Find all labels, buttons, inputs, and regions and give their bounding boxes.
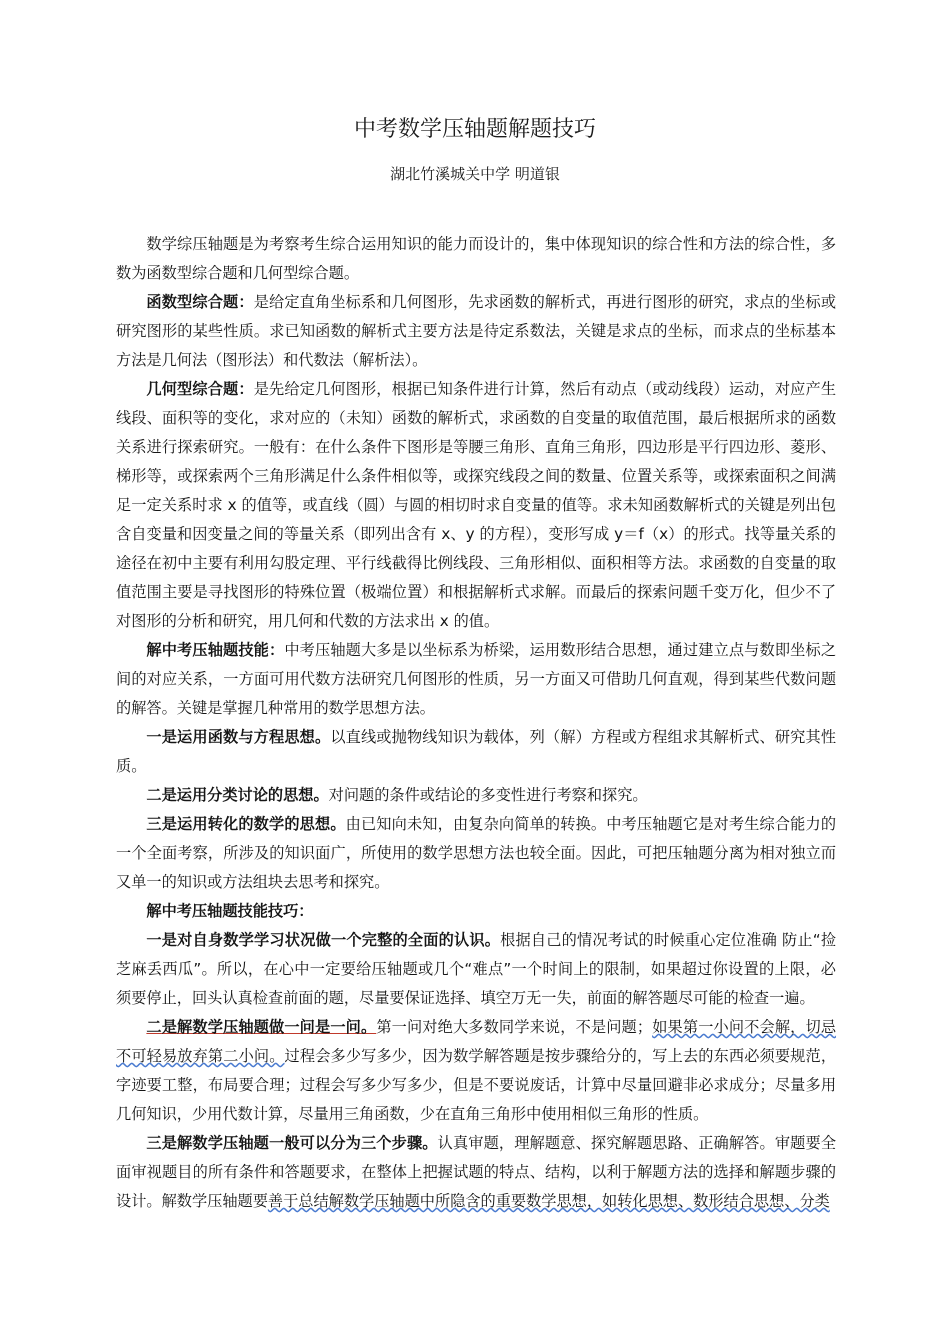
paragraph-tips-heading [116, 897, 836, 926]
paragraph-text: 数学综压轴题是为考察考生综合运用知识的能力而设计的，集中体现知识的综合性和方法的综合性，多数为函数型综合题和几何型综合题。 [116, 235, 836, 282]
paragraph-intro [116, 230, 836, 288]
paragraph-tip-one [116, 926, 836, 1013]
paragraph-heading: 三是运用转化的数学的思想。 [146, 815, 346, 833]
paragraph-text: 以直线或抛物线知识为载体，列（解）方程或方程组求其解析式、研究其性质。 [116, 728, 837, 775]
paragraph-heading: 二是解数学压轴题做一问是一问。 [146, 1018, 377, 1036]
document-body [116, 230, 836, 1216]
paragraph-text: 过程会多少写多少，因为数学解答题是按步骤给分的，写上去的东西必须要规范，字迹要工整，布局要合理；过程会写多少写多少，但是不要说废话，计算中尽量回避非必求成分；尽量多用几何知识，少用代数计算，尽量用三角函数，少在直角三角形中使用相似三角形的性质。 [116, 1047, 837, 1123]
paragraph-text: 是先给定几何图形，根据已知条件进行计算，然后有动点（或动线段）运动，对应产生线段、面积等的变化，求对应的（未知）函数的解析式，求函数的自变量的取值范围，最后根据所求的函数关系进行探索研究。一般有：在什么条件下图形是等腰三角形、直角三角形，四边形是平行四边形、菱形、梯形等，或探索两个三角形满足什么条件相似等，或探究线段之间的数量、位置关系等，或探索面积之间满足一定关系时求 x 的值等，或直线（圆）与圆的相切时求自变量的值等。求未知函数解析式的关键是列出包含自变量和因变量之间的等量关系（即列出含有 x、y 的方程），变形写成 y＝f（x）的形式。找等量关系的途径在初中主要有利用勾股定理、平行线截得比例线段、三角形相似、面积相等方法。求函数的自变量的取值范围主要是寻找图形的特殊位置（极端位置）和根据解析式求解。而最后的探索问题千变万化，但少不了对图形的分析和研究，用几何和代数的方法求出 x 的值。 [116, 380, 837, 630]
paragraph-function-equation [116, 723, 836, 781]
paragraph-heading: 三是解数学压轴题一般可以分为三个步骤。 [146, 1134, 438, 1152]
paragraph-tip-three [116, 1129, 836, 1216]
paragraph-classification [116, 781, 836, 810]
paragraph-skills [116, 636, 836, 723]
paragraph-heading: 一是对自身数学学习状况做一个完整的全面的认识。 [146, 931, 501, 949]
paragraph-text: 由已知向未知，由复杂向简单的转换。中考压轴题它是对考生综合能力的一个全面考察，所涉及的知识面广，所使用的数学思想方法也较全面。因此，可把压轴题分离为相对独立而又单一的知识或方法组块去思考和探究。 [116, 815, 837, 891]
paragraph-heading: 一是运用函数与方程思想。 [146, 728, 331, 746]
document-title: 中考数学压轴题解题技巧 [353, 117, 596, 142]
paragraph-tip-two [116, 1013, 836, 1129]
paragraph-text-marked: 善于总结解数学压轴题中所隐含的重要数学思想，如转化思想、数形结合思想、分类 [267, 1192, 830, 1210]
paragraph-text: 认真审题，理解题意、探究解题思路、正确解答。审题要全面审视题目的所有条件和答题要求，在整体上把握试题的特点、结构，以利于解题方法的选择和解题步骤的设计。解数学压轴题要 [116, 1134, 837, 1210]
paragraph-text: 是给定直角坐标系和几何图形，先求函数的解析式，再进行图形的研究，求点的坐标或研究图形的某些性质。求已知函数的解析式主要方法是待定系数法，关键是求点的坐标，而求点的坐标基本方法是几何法（图形法）和代数法（解析法）。 [116, 293, 837, 369]
paragraph-text: 对问题的条件或结论的多变性进行考察和探究。 [328, 786, 648, 804]
author-line: 湖北竹溪城关中学 明道银 [390, 165, 560, 183]
paragraph-text-marked: 如果第一小问不会解，切忌不可轻易放弃第二小问。 [116, 1018, 837, 1065]
paragraph-heading: 函数型综合题： [146, 293, 254, 311]
paragraph-text: 根据自己的情况考试的时候重心定位准确 防止“捡芝麻丢西瓜”。所以，在心中一定要给压轴题或几个“难点”一个时间上的限制，如果超过你设置的上限，必须要停止，回头认真检查前面的题，尽量要保证选择、填空万无一失，前面的解答题尽可能的检查一遍。 [116, 931, 837, 1007]
paragraph-heading: 几何型综合题： [146, 380, 254, 398]
paragraph-function-type [116, 288, 836, 375]
paragraph-transformation [116, 810, 836, 897]
paragraph-text: 中考压轴题大多是以坐标系为桥梁，运用数形结合思想，通过建立点与数即坐标之间的对应关系，一方面可用代数方法研究几何图形的性质，另一方面又可借助几何直观，得到某些代数问题的解答。关键是掌握几种常用的数学思想方法。 [116, 641, 837, 717]
paragraph-geometry-type [116, 375, 836, 636]
paragraph-text: 第一问对绝大多数同学来说，不是问题； [376, 1018, 653, 1036]
paragraph-heading: 解中考压轴题技能技巧： [146, 902, 314, 920]
paragraph-heading: 二是运用分类讨论的思想。 [146, 786, 329, 804]
paragraph-heading: 解中考压轴题技能： [146, 641, 285, 659]
